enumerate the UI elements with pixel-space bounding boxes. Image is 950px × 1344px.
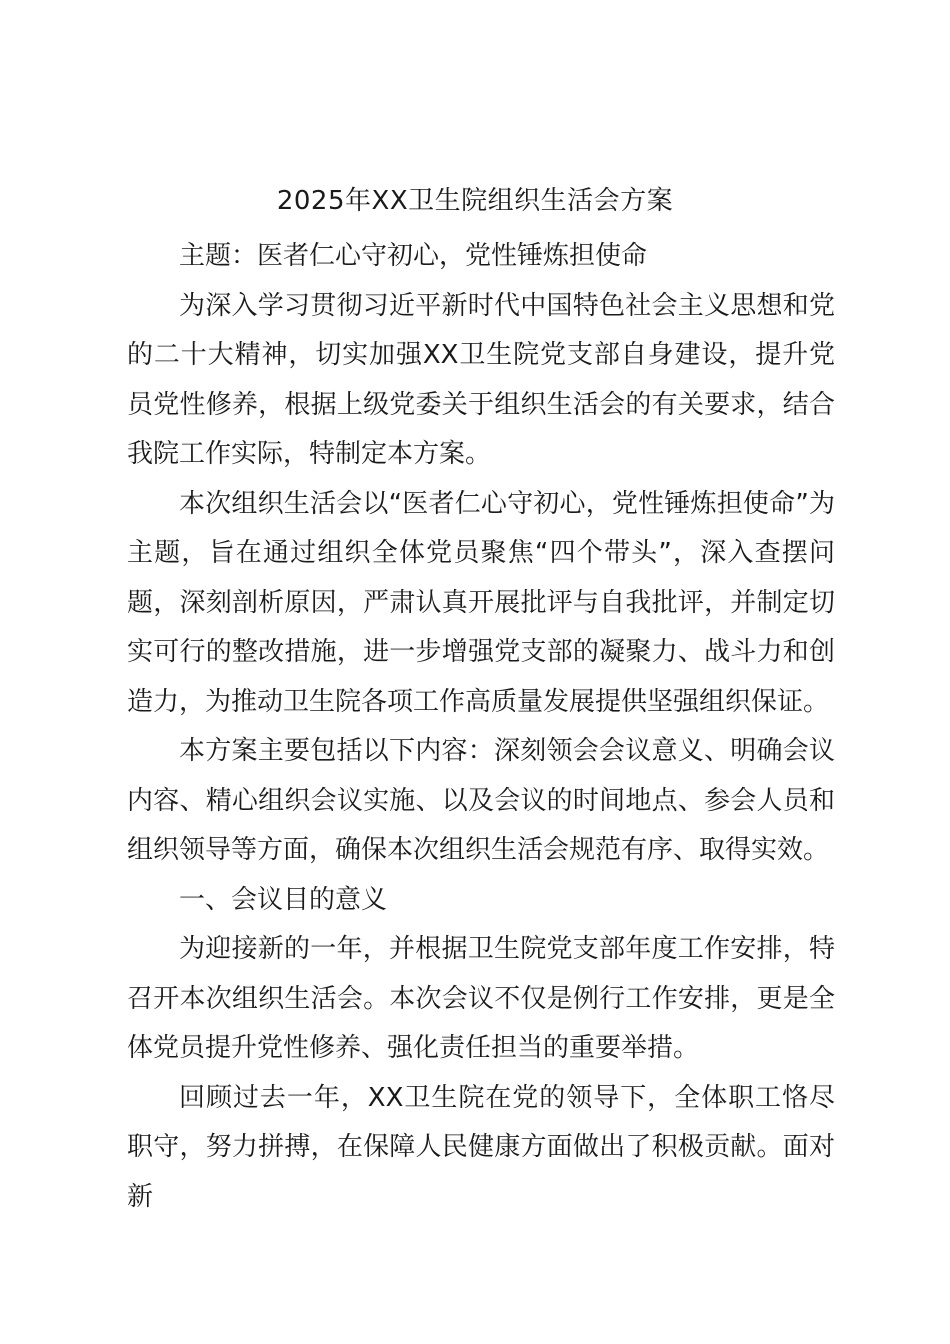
review-paragraph: 回顾过去一年，XX卫生院在党的领导下，全体职工恪尽职守，努力拼搏，在保障人民健康方面做出了积极贡献。面对新 (127, 1082, 835, 1212)
contents-paragraph: 本方案主要包括以下内容：深刻领会会议意义、明确会议内容、精心组织会议实施、以及会议的时间地点、参会人员和组织领导等方面，确保本次组织生活会规范有序、取得实效。 (127, 736, 835, 865)
section-paragraph: 为迎接新的一年，并根据卫生院党支部年度工作安排，特召开本次组织生活会。本次会议不仅是例行工作安排，更是全体党员提升党性修养、强化责任担当的重要举措。 (127, 934, 835, 1063)
document-body (127, 232, 835, 1222)
document-title: 2025年XX卫生院组织生活会方案 (276, 186, 674, 216)
theme-line: 主题：医者仁心守初心，党性锤炼担使命 (179, 241, 648, 271)
intro-paragraph: 为深入学习贯彻习近平新时代中国特色社会主义思想和党的二十大精神，切实加强XX卫生院党支部自身建设，提升党员党性修养，根据上级党委关于组织生活会的有关要求，结合我院工作实际，特制定本方案。 (127, 290, 835, 469)
section-heading: 一、会议目的意义 (179, 884, 388, 915)
purpose-paragraph: 本次组织生活会以“医者仁心守初心，党性锤炼担使命”为主题，旨在通过组织全体党员聚焦“四个带头”，深入查摆问题，深刻剖析原因，严肃认真开展批评与自我批评，并制定切实可行的整改措施，进一步增强党支部的凝聚力、战斗力和创造力，为推动卫生院各项工作高质量发展提供坚强组织保证。 (127, 488, 835, 717)
